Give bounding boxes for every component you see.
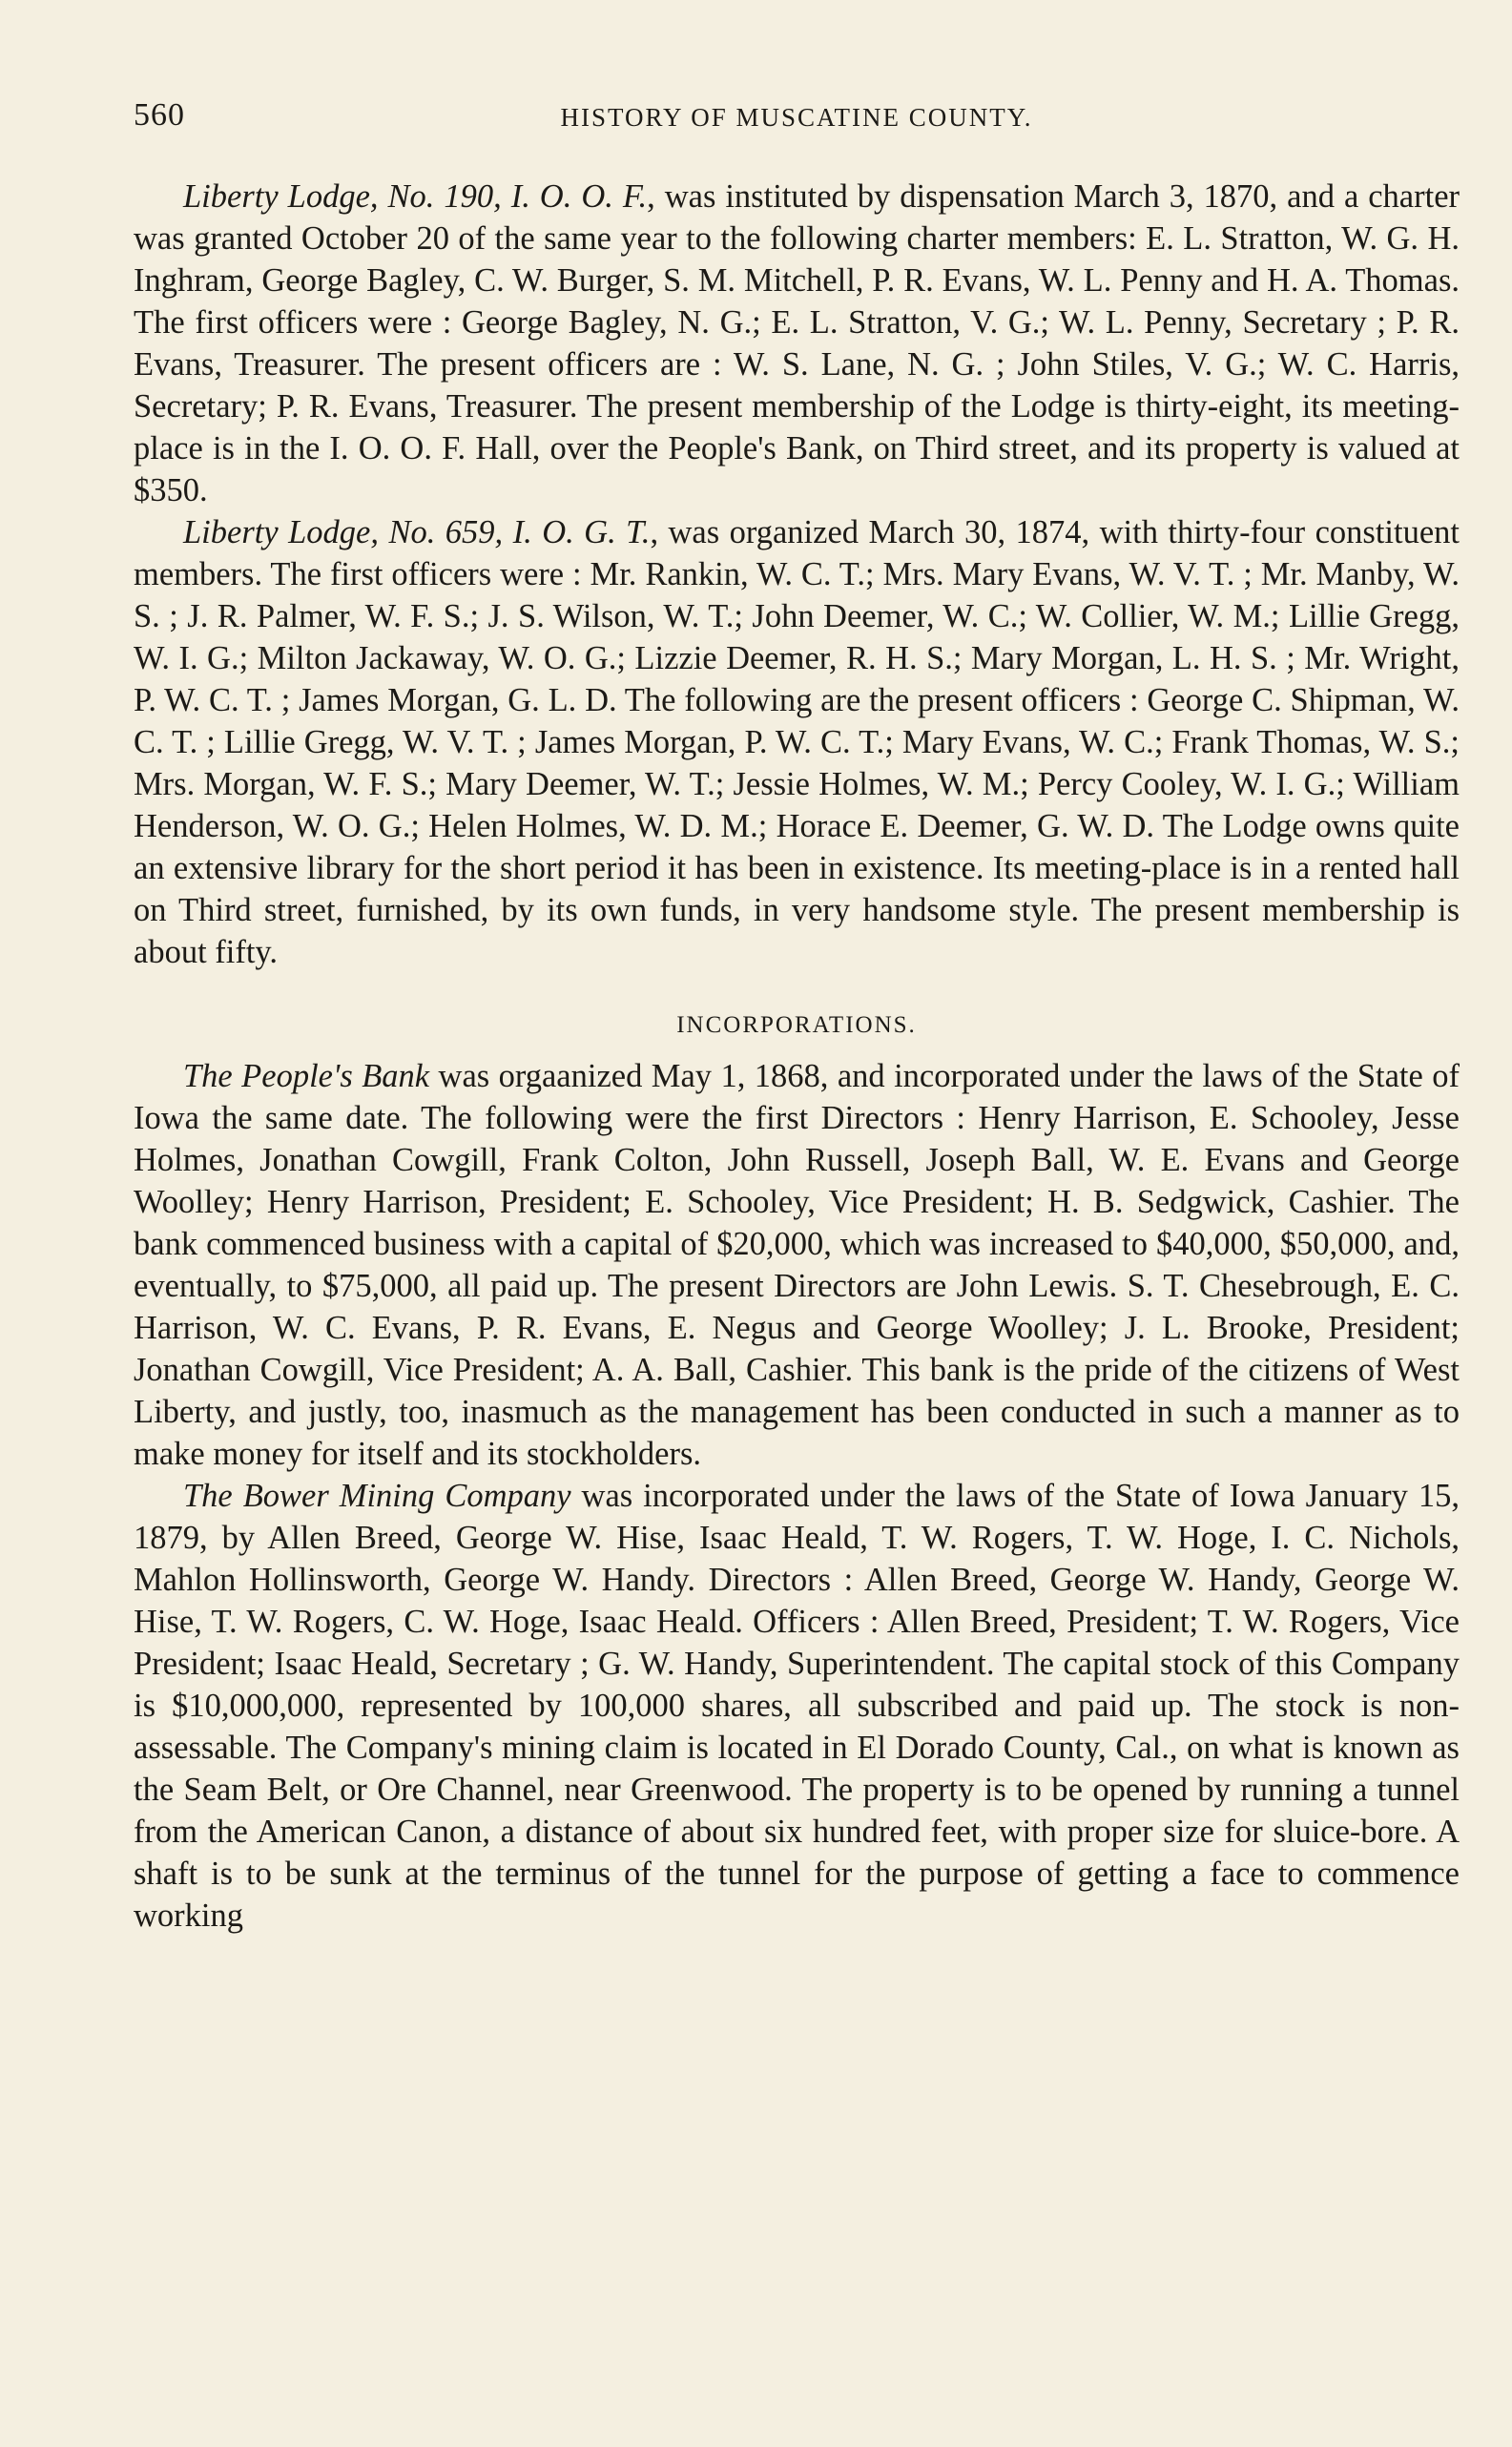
entry-title: The Bower Mining Company	[183, 1478, 571, 1514]
page-header	[134, 97, 1460, 145]
paragraph-liberty-lodge-iogt	[134, 511, 1460, 973]
entry-title: Liberty Lodge, No. 190, I. O. O. F.	[183, 178, 648, 215]
entry-text: , was organized March 30, 1874, with thirty-four constituent members. The first officers were : Mr. Rankin, W. C. T.; Mrs. Mary Evans, W. V. T. ; Mr. Manby, W. S. ; J. R. Palmer, W. F. S.; J. S. Wilson, W. T.; John Deemer, W. C.; W. Collier, W. M.; Lillie Gregg, W. I. G.; Milton Jackaway, W. O. G.; Lizzie Deemer, R. H. S.; Mary Morgan, L. H. S. ; Mr. Wright, P. W. C. T. ; James Morgan, G. L. D. The following are the present officers : George C. Shipman, W. C. T. ; Lillie Gregg, W. V. T. ; James Morgan, P. W. C. T.; Mary Evans, W. C.; Frank Thomas, W. S.; Mrs. Morgan, W. F. S.; Mary Deemer, W. T.; Jessie Holmes, W. M.; Percy Cooley, W. I. G.; William Henderson, W. O. G.; Helen Holmes, W. D. M.; Horace E. Deemer, G. W. D. The Lodge owns quite an extensive library for the short period it has been in existence. Its meeting-place is in a rented hall on Third street, furnished, by its own funds, in very handsome style. The present membership is about fifty.	[134, 514, 1460, 970]
entry-title: Liberty Lodge, No. 659, I. O. G. T.	[183, 514, 651, 550]
entry-text: was orgaanized May 1, 1868, and incorporated under the laws of the State of Iowa the same date. The following were the first Directors : Henry Harrison, E. Schooley, Jesse Holmes, Jonathan Cowgill, Frank Colton, John Russell, Joseph Ball, W. E. Evans and George Woolley; Henry Harrison, President; E. Schooley, Vice President; H. B. Sedgwick, Cashier. The bank commenced business with a capital of $20,000, which was increased to $40,000, $50,000, and, eventually, to $75,000, all paid up. The present Directors are John Lewis. S. T. Chesebrough, E. C. Harrison, W. C. Evans, P. R. Evans, E. Negus and George Woolley; J. L. Brooke, President; Jonathan Cowgill, Vice President; A. A. Ball, Cashier. This bank is the pride of the citizens of West Liberty, and justly, too, inasmuch as the management has been conducted in such a manner as to make money for itself and its stockholders.	[134, 1058, 1460, 1472]
entry-text: was incorporated under the laws of the State of Iowa January 15, 1879, by Allen Breed, George W. Hise, Isaac Heald, T. W. Rogers, T. W. Hoge, I. C. Nichols, Mahlon Hollinsworth, George W. Handy. Directors : Allen Breed, George W. Handy, George W. Hise, T. W. Rogers, C. W. Hoge, Isaac Heald. Officers : Allen Breed, President; T. W. Rogers, Vice President; Isaac Heald, Secretary ; G. W. Handy, Superintendent. The capital stock of this Company is $10,000,000, represented by 100,000 shares, all subscribed and paid up. The stock is non-assessable. The Company's mining claim is located in El Dorado County, Cal., on what is known as the Seam Belt, or Ore Channel, near Greenwood. The property is to be opened by running a tunnel from the American Canon, a distance of about six hundred feet, with proper size for sluice-bore. A shaft is to be sunk at the terminus of the tunnel for the purpose of getting a face to commence working	[134, 1478, 1460, 1934]
entry-text: , was instituted by dispensation March 3, 1870, and a charter was granted October 20 of the same year to the following charter members: E. L. Stratton, W. G. H. Inghram, George Bagley, C. W. Burger, S. M. Mitchell, P. R. Evans, W. L. Penny and H. A. Thomas. The first officers were : George Bagley, N. G.; E. L. Stratton, V. G.; W. L. Penny, Secretary ; P. R. Evans, Treasurer. The present officers are : W. S. Lane, N. G. ; John Stiles, V. G.; W. C. Harris, Secretary; P. R. Evans, Treasurer. The present membership of the Lodge is thirty-eight, its meeting-place is in the I. O. O. F. Hall, over the People's Bank, on Third street, and its property is valued at $350.	[134, 178, 1460, 508]
running-title: HISTORY OF MUSCATINE COUNTY.	[560, 103, 1033, 132]
page-number: 560	[134, 97, 185, 133]
body-text	[134, 176, 1460, 1937]
paragraph-peoples-bank	[134, 1055, 1460, 1475]
entry-title: The People's Bank	[183, 1058, 430, 1094]
paragraph-liberty-lodge-ioof	[134, 176, 1460, 511]
section-heading: INCORPORATIONS.	[676, 1012, 917, 1038]
paragraph-bower-mining-company	[134, 1475, 1460, 1937]
